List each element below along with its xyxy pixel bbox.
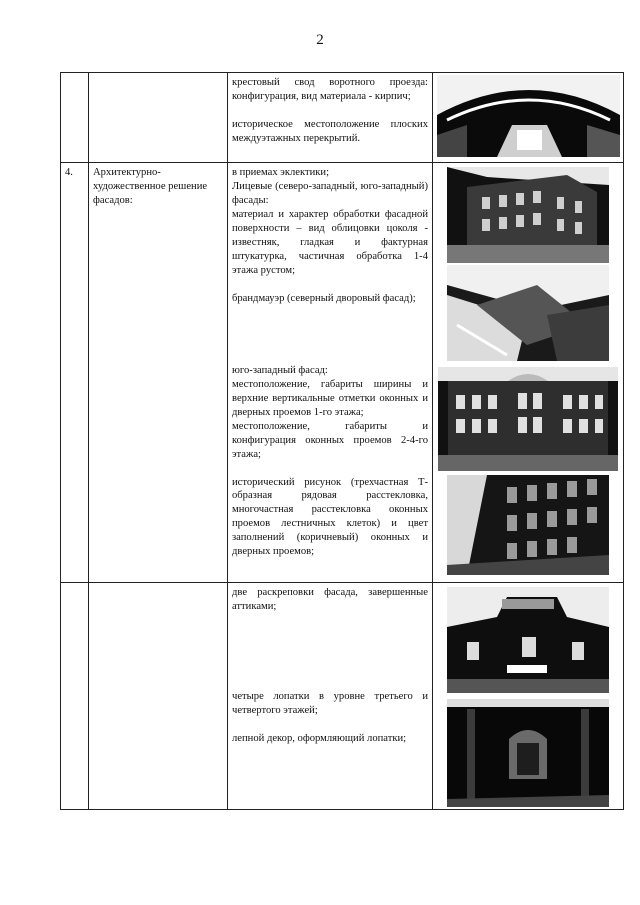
table-row <box>61 163 624 583</box>
description-cell <box>228 73 433 163</box>
text-block: крестовый свод воротного проезда: конфигурация, вид материала - кирпич; <box>232 77 428 102</box>
element-cell <box>89 73 228 163</box>
text-block: местоположение, габариты ширины и верхние вертикальные отметки оконных и дверных проемов 1-го этажа; <box>232 378 428 418</box>
description-cell <box>228 583 433 810</box>
text-block: местоположение, габариты и конфигурация оконных проемов 2-4-го этажа; <box>232 420 428 460</box>
photo-facade-corner <box>447 167 609 263</box>
text-block: материал и характер обработки фасадной поверхности – вид облицовки цоколя - известняк, гладкая и фактурная штукатурка, частичная обработка 1-4 этажа рустом; <box>232 208 428 276</box>
row-number-cell: 4. <box>61 163 89 583</box>
page-number: 2 <box>316 32 324 48</box>
protected-elements-table <box>60 72 624 810</box>
text-block: юго-западный фасад: <box>232 364 328 376</box>
photo-window-glazing <box>447 475 609 575</box>
text-block: брандмауэр (северный дворовый фасад); <box>232 292 416 304</box>
photo-attic-projection <box>447 587 609 693</box>
row-number-cell <box>61 73 89 163</box>
photo-cell <box>433 163 624 583</box>
text-block: две раскреповки фасада, завершенные аттиками; <box>232 587 428 612</box>
photo-pilasters <box>447 699 609 807</box>
photo-cell <box>433 73 624 163</box>
text-block: в приемах эклектики; <box>232 167 330 178</box>
photo-firewall <box>447 265 609 361</box>
text-block: исторический рисунок (трехчастная Т-образная рядовая расстекловка, многочастная расстекловка оконных проемов лестничных клеток) и цвет заполнений (коричневый) оконных и дверных проемов; <box>232 476 428 558</box>
photo-southwest-facade <box>438 367 618 471</box>
text-block: лепной декор, оформляющий лопатки; <box>232 732 407 744</box>
photo-vaulted-passage <box>437 75 620 157</box>
text-block: историческое местоположение плоских междуэтажных перекрытий. <box>232 118 428 144</box>
photo-cell <box>433 583 624 810</box>
description-cell <box>228 163 433 583</box>
table-row <box>61 583 624 810</box>
text-block: Лицевые (северо-западный, юго-западный) фасады: <box>232 180 428 206</box>
row-number-cell <box>61 583 89 810</box>
text-block: четыре лопатки в уровне третьего и четвертого этажей; <box>232 690 428 716</box>
element-cell: Архитектурно-художественное решение фасадов: <box>89 163 228 583</box>
table-row <box>61 73 624 163</box>
element-cell <box>89 583 228 810</box>
